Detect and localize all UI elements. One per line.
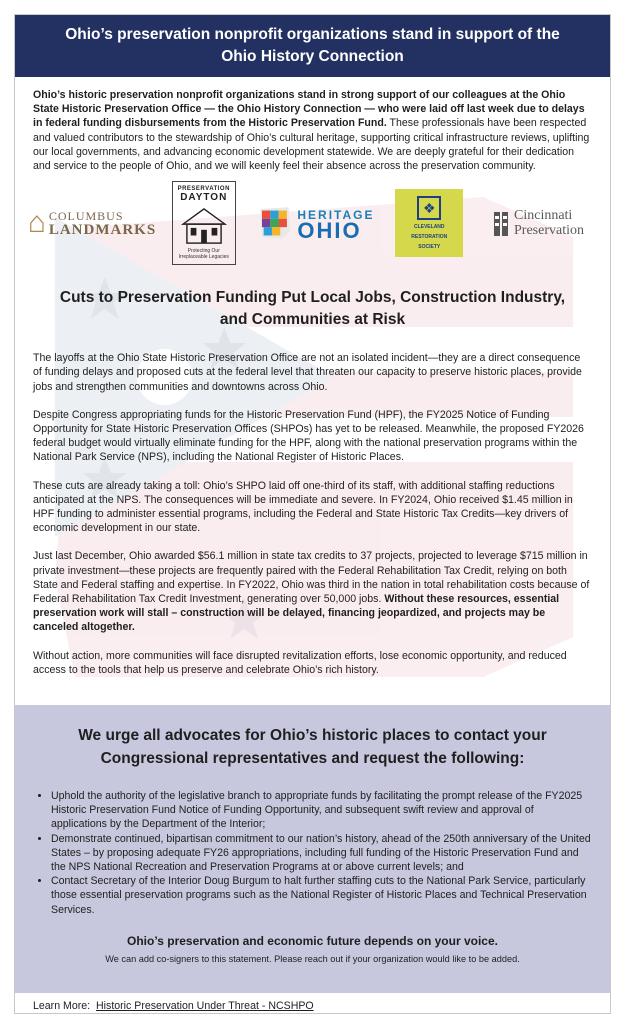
paragraph-without-action: Without action, more communities will face disrupted revitalization efforts, lose economic opportunity, and reduced access to the tools that help us preserve and celebrate Ohio’s rich history. <box>33 649 567 676</box>
paragraph-cuts: These cuts are already taking a toll: Ohio’s SHPO laid off one-third of its staff, with additional staffing reductions anticipated at the NPS. The consequences will be immediate and severe. In FY2024, Ohio received $1.45 million in HPF funding to administer essential programs, including the Federal and State Historic Tax Credits—key drivers of economic development in our state. <box>33 479 573 535</box>
cleveland-logo-line2: RESTORATION <box>411 234 448 241</box>
call-to-action-panel <box>15 705 610 993</box>
paragraph-funding: Despite Congress appropriating funds for the Historic Preservation Fund (HPF), the FY2025 Notice of Funding Opportunity for State Historic Preservation Offices (SHPOs) has yet to be released. Meanwhile, the proposed FY2026 federal budget would virtually eliminate funding for the HPF, along with the national preservation programs within the National Park Service (NPS), including the National Register of Historic Places. <box>33 408 584 464</box>
footer <box>15 993 610 1014</box>
heritage-logo-line2: OHIO <box>297 218 362 244</box>
cleveland-logo-line3: SOCIETY <box>418 244 441 251</box>
learn-more-label: Learn More: <box>33 1000 91 1012</box>
list-item: • Contact Secretary of the Interior Doug Burgum to halt further staffing cuts to the National Park Service, particularly those essential preservation programs such as the National Register of Historic Places and Technical Preservation Services. <box>51 874 592 917</box>
columbus-landmarks-logo <box>27 203 157 243</box>
paragraph-layoffs: The layoffs at the Ohio State Historic Preservation Office are not an isolated incident—they are a direct consequence of funding delays and proposed cuts at the federal level that threaten our capacity to preserve historic places, provide jobs and strengthen communities and downtowns across Ohio. <box>33 352 582 393</box>
paragraph-tax-credits <box>33 549 592 634</box>
list-item: • Demonstrate continued, bipartisan commitment to our nation’s history, ahead of the 250th anniversary of the United States – by proposing adequate FY26 appropriations, including full funding of the Historic Preservation Fund and the NPS National Recreation and Preservation Programs at or above current levels; and <box>51 832 592 875</box>
partner-logos <box>27 177 592 269</box>
cincinnati-logo-line2: Preservation <box>514 223 584 239</box>
ncshpo-link[interactable]: Historic Preservation Under Threat - NCSHPO <box>96 1000 314 1012</box>
main-content <box>15 77 610 677</box>
page-title: Ohio’s preservation nonprofit organizations stand in support of the Ohio History Connection <box>65 26 560 65</box>
callout-heading: We urge all advocates for Ohio’s historic places to contact your Congressional representatives and request the following: <box>78 727 547 767</box>
preservation-dayton-logo <box>172 181 236 265</box>
cleveland-logo-line1: CLEVELAND <box>413 224 445 231</box>
house-icon <box>180 207 228 245</box>
header-banner <box>15 15 610 77</box>
tax-credits-text: Just last December, Ohio awarded $56.1 million in state tax credits to 37 projects, projected to leverage $715 million in private investment—these projects are frequently paired with the Federal Rehabilitation Tax Credit, relying on both State and Federal staffing and expertise. In FY2022, Ohio was third in the nation in total rehabilitation costs because of Federal Rehabilitation Tax Credit Investment, generating over 50,000 jobs. <box>33 550 590 606</box>
request-list <box>33 789 592 917</box>
dayton-logo-line2: DAYTON <box>180 192 228 204</box>
intro-bold: Ohio’s historic preservation nonprofit organizations stand in strong support of our colleagues at the Ohio State Historic Preservation Office — the Ohio History Connection — who were laid off last week due to delays in federal funding disbursements from the Historic Preservation Fund. <box>33 89 585 130</box>
columbus-logo-line2: LANDMARKS <box>48 222 157 239</box>
building-icon <box>492 208 510 238</box>
heritage-logo-line1: HERITAGE <box>297 208 375 223</box>
cleveland-emblem-icon: ❖ <box>417 196 441 220</box>
cincinnati-preservation-logo <box>484 203 592 243</box>
document-frame <box>14 14 611 1014</box>
voice-statement: Ohio’s preservation and economic future depends on your voice. <box>127 933 498 948</box>
list-item: • Uphold the authority of the legislative branch to appropriate funds by facilitating the prompt release of the FY2025 Historic Preservation Fund Notice of Funding Opportunity, and subsequent swift review and approval of applications by the Department of the Interior; <box>51 789 592 832</box>
intro-rest: These professionals have been respected and valued contributors to the stewardship of Ohio’s cultural heritage, supporting critical infrastructure reviews, uplifting our local governments, and advancing economic development statewide. We are deeply grateful for their dedication and service to the people of Ohio, and we will keenly feel their absence across the preservation community. <box>33 117 590 173</box>
intro-paragraph <box>33 88 592 173</box>
tax-credits-bold: Without these resources, essential preservation work will stall – construction will be delayed, financing jeopardized, and projects may be canceled altogether. <box>33 593 560 634</box>
section-heading: Cuts to Preservation Funding Put Local Jobs, Construction Industry, and Communities at Risk <box>59 289 566 329</box>
heritage-ohio-map-icon <box>257 202 292 244</box>
heritage-ohio-logo <box>257 201 375 245</box>
columbus-landmarks-icon: ⌂ <box>27 206 46 240</box>
cincinnati-logo-line1: Cincinnati <box>514 208 573 224</box>
columbus-logo-line1: COLUMBUS <box>48 209 124 224</box>
dayton-logo-tagline: Protecting Our Irreplaceable Legacies <box>178 248 229 261</box>
cosign-note: We can add co-signers to this statement. Please reach out if your organization would like to be added. <box>105 953 520 964</box>
cleveland-restoration-society-logo <box>395 189 463 257</box>
dayton-logo-line1: PRESERVATION <box>177 186 230 193</box>
